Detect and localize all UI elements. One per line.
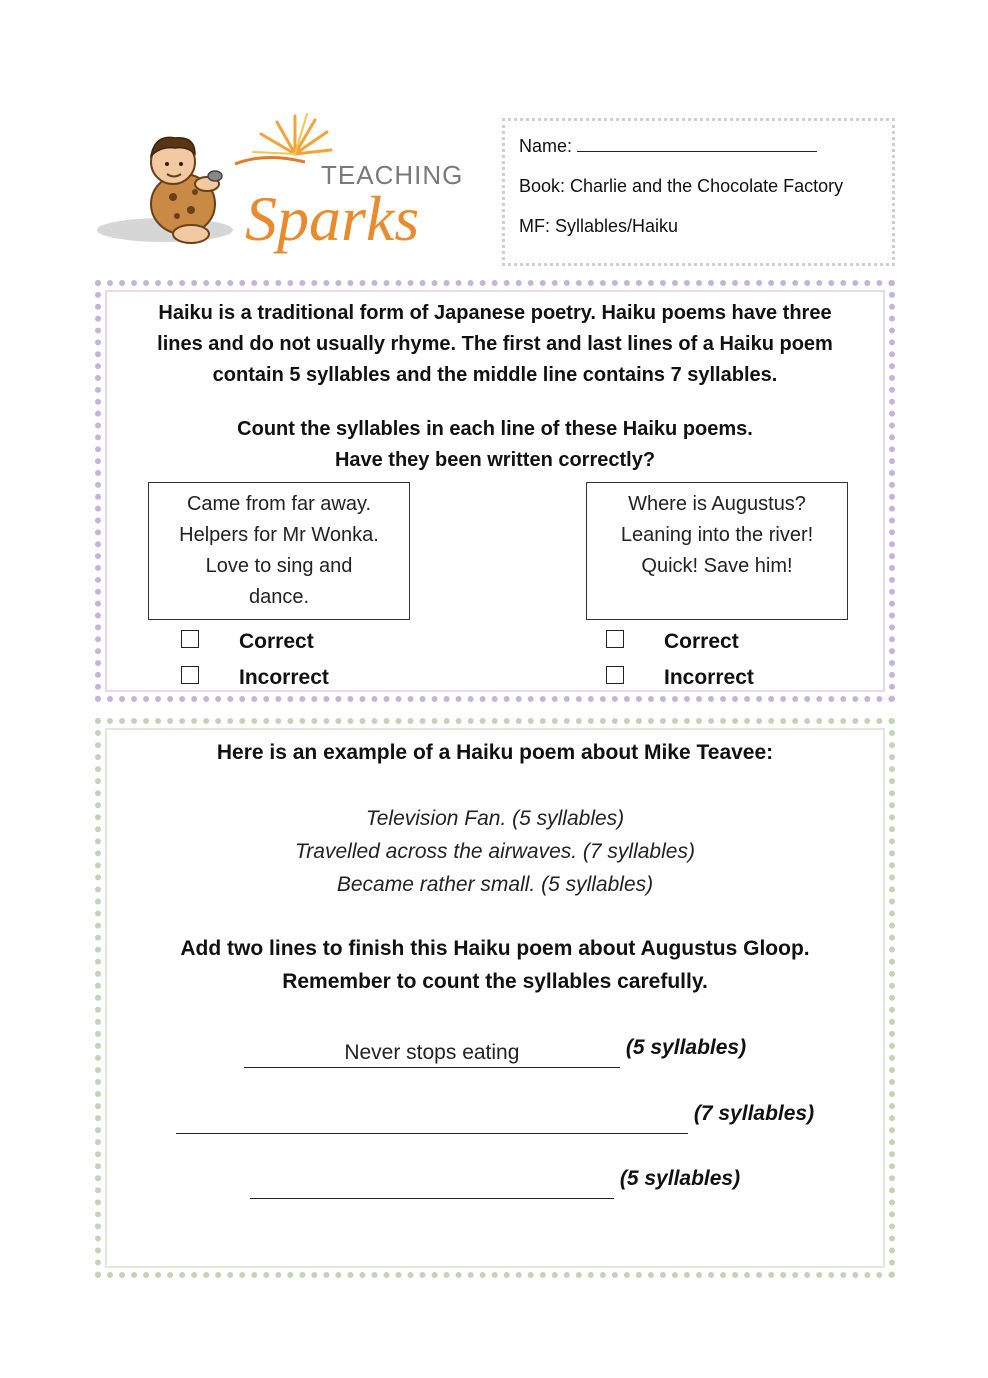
instruction-line: Have they been written correctly? xyxy=(334,449,656,471)
poem2-correct-option[interactable] xyxy=(606,624,739,660)
name-row xyxy=(519,133,878,173)
book-title: Book: Charlie and the Chocolate Factory xyxy=(519,176,844,196)
example-line: Became rather small. (5 syllables) xyxy=(336,873,654,896)
poem-line: Love to sing and xyxy=(205,555,353,577)
poem-box-2 xyxy=(586,482,848,620)
checkbox[interactable] xyxy=(181,666,199,684)
answer-row-2 xyxy=(101,1094,889,1134)
answer-field-3[interactable] xyxy=(250,1170,614,1199)
intro-line: Haiku is a traditional form of Japanese poetry. Haiku poems have three xyxy=(158,302,832,324)
haiku-writing-section xyxy=(95,718,895,1278)
poem-line: Came from far away. xyxy=(186,493,372,515)
option-label: Incorrect xyxy=(239,666,329,689)
logo-graphic xyxy=(95,112,465,262)
name-field[interactable] xyxy=(577,133,817,152)
haiku-check-section xyxy=(95,280,895,702)
poem-box-1 xyxy=(148,482,410,620)
logo-brand-bottom: Sparks xyxy=(245,183,420,254)
task-instruction xyxy=(101,932,889,998)
poem2-incorrect-option[interactable] xyxy=(606,660,754,696)
task-line: Remember to count the syllables carefully. xyxy=(282,970,708,993)
name-label: Name: xyxy=(519,136,573,156)
count-instruction xyxy=(119,414,871,476)
poem1-correct-option[interactable] xyxy=(181,624,314,660)
example-title: Here is an example of a Haiku poem about Mike Teavee: xyxy=(216,741,774,764)
answer-field-2[interactable] xyxy=(176,1105,688,1134)
haiku-intro xyxy=(119,298,871,391)
answer-row-3 xyxy=(101,1159,889,1199)
answer-row-1 xyxy=(101,1028,889,1068)
option-label: Incorrect xyxy=(664,666,754,689)
answer-field-1[interactable]: Never stops eating xyxy=(244,1039,620,1068)
instruction-line: Count the syllables in each line of these Haiku poems. xyxy=(237,418,753,440)
student-info-box xyxy=(502,118,895,266)
poem-line: Quick! Save him! xyxy=(641,555,793,577)
example-line: Travelled across the airwaves. (7 syllables) xyxy=(295,840,695,863)
checkbox[interactable] xyxy=(606,666,624,684)
logo-brand-top: TEACHING xyxy=(321,160,464,190)
option-label: Correct xyxy=(239,630,314,653)
poem-line: Where is Augustus? xyxy=(628,493,806,515)
intro-line: contain 5 syllables and the middle line contains 7 syllables. xyxy=(212,364,778,386)
syllable-hint: (5 syllables) xyxy=(619,1167,741,1190)
intro-line: lines and do not usually rhyme. The first and last lines of a Haiku poem xyxy=(157,333,833,355)
poem-line: dance. xyxy=(248,586,310,608)
checkbox[interactable] xyxy=(606,630,624,648)
poem-line: Leaning into the river! xyxy=(620,524,814,546)
checkbox[interactable] xyxy=(181,630,199,648)
task-line: Add two lines to finish this Haiku poem about Augustus Gloop. xyxy=(180,937,810,960)
poem1-incorrect-option[interactable] xyxy=(181,660,329,696)
syllable-hint: (5 syllables) xyxy=(625,1036,747,1059)
mf-label: MF: Syllables/Haiku xyxy=(519,216,679,236)
example-line: Television Fan. (5 syllables) xyxy=(365,807,625,830)
example-poem xyxy=(101,802,889,901)
poem-line: Helpers for Mr Wonka. xyxy=(179,524,379,546)
teaching-sparks-logo xyxy=(95,112,465,262)
syllable-hint: (7 syllables) xyxy=(693,1102,815,1125)
option-label: Correct xyxy=(664,630,739,653)
